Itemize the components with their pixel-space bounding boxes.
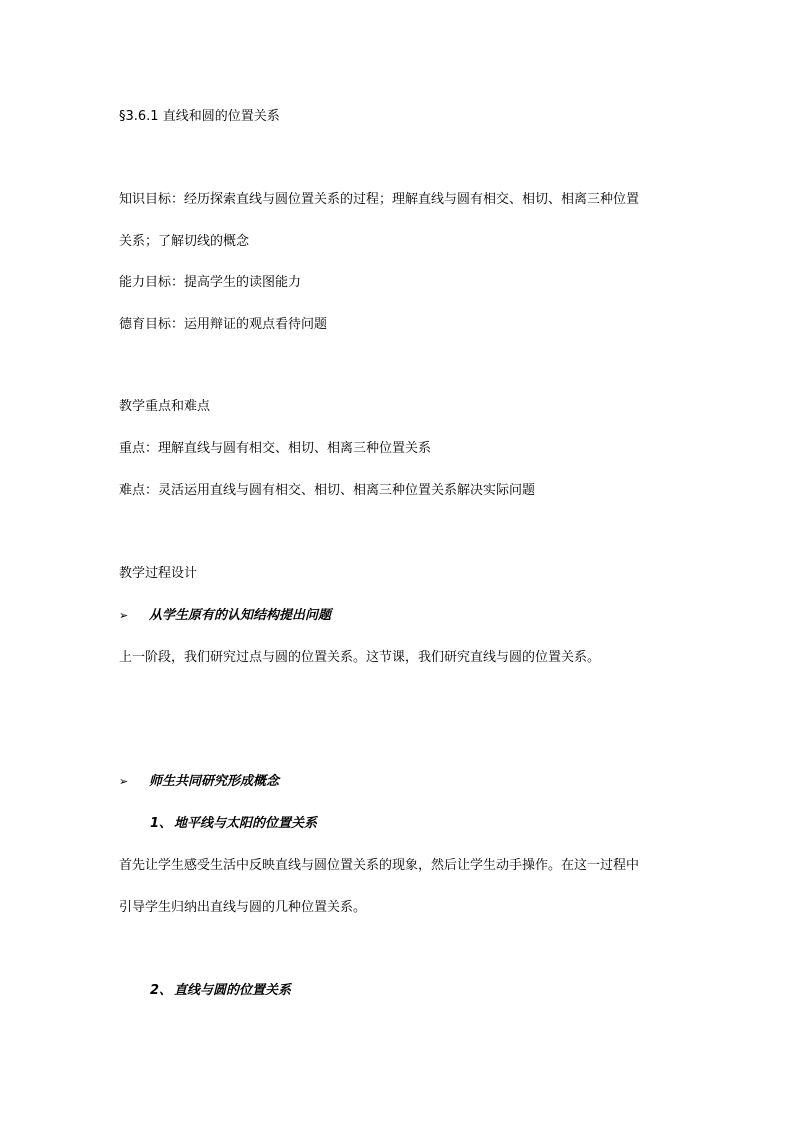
difficulty-point: 难点：灵活运用直线与圆有相交、相切、相离三种位置关系解决实际问题 [119,483,536,498]
section1-title: 从学生原有的认知结构提出问题 [149,608,332,623]
subsection1-heading [150,815,317,833]
arrow-bullet-icon: ➢ [119,775,129,788]
knowledge-objective-line1: 知识目标：经历探索直线与圆位置关系的过程；理解直线与圆有相交、相切、相离三种位置 [119,192,640,207]
subsection2-title: 直线与圆的位置关系 [174,983,292,998]
subsection1-title: 地平线与太阳的位置关系 [174,816,318,831]
subsection2-number: 2、 [150,983,173,998]
key-point: 重点：理解直线与圆有相交、相切、相离三种位置关系 [119,441,432,456]
subsection1-number: 1、 [150,816,173,831]
ability-objective: 能力目标：提高学生的读图能力 [119,275,302,290]
section1-text: 上一阶段，我们研究过点与圆的位置关系。这节课，我们研究直线与圆的位置关系。 [119,650,601,665]
section1-heading [119,607,331,625]
process-heading: 教学过程设计 [119,566,198,581]
subsection1-text-line1: 首先让学生感受生活中反映直线与圆位置关系的现象，然后让学生动手操作。在这一过程中 [119,858,640,873]
knowledge-objective-line2: 关系；了解切线的概念 [119,234,250,249]
section2-heading [119,773,279,791]
subsection2-heading [150,982,291,1000]
moral-objective: 德育目标：运用辩证的观点看待问题 [119,317,328,332]
section2-title: 师生共同研究形成概念 [149,774,280,789]
arrow-bullet-icon: ➢ [119,609,129,622]
key-points-heading: 教学重点和难点 [119,399,211,414]
subsection1-text-line2: 引导学生归纳出直线与圆的几种位置关系。 [119,900,367,915]
page-title: §3.6.1 直线和圆的位置关系 [119,109,280,124]
